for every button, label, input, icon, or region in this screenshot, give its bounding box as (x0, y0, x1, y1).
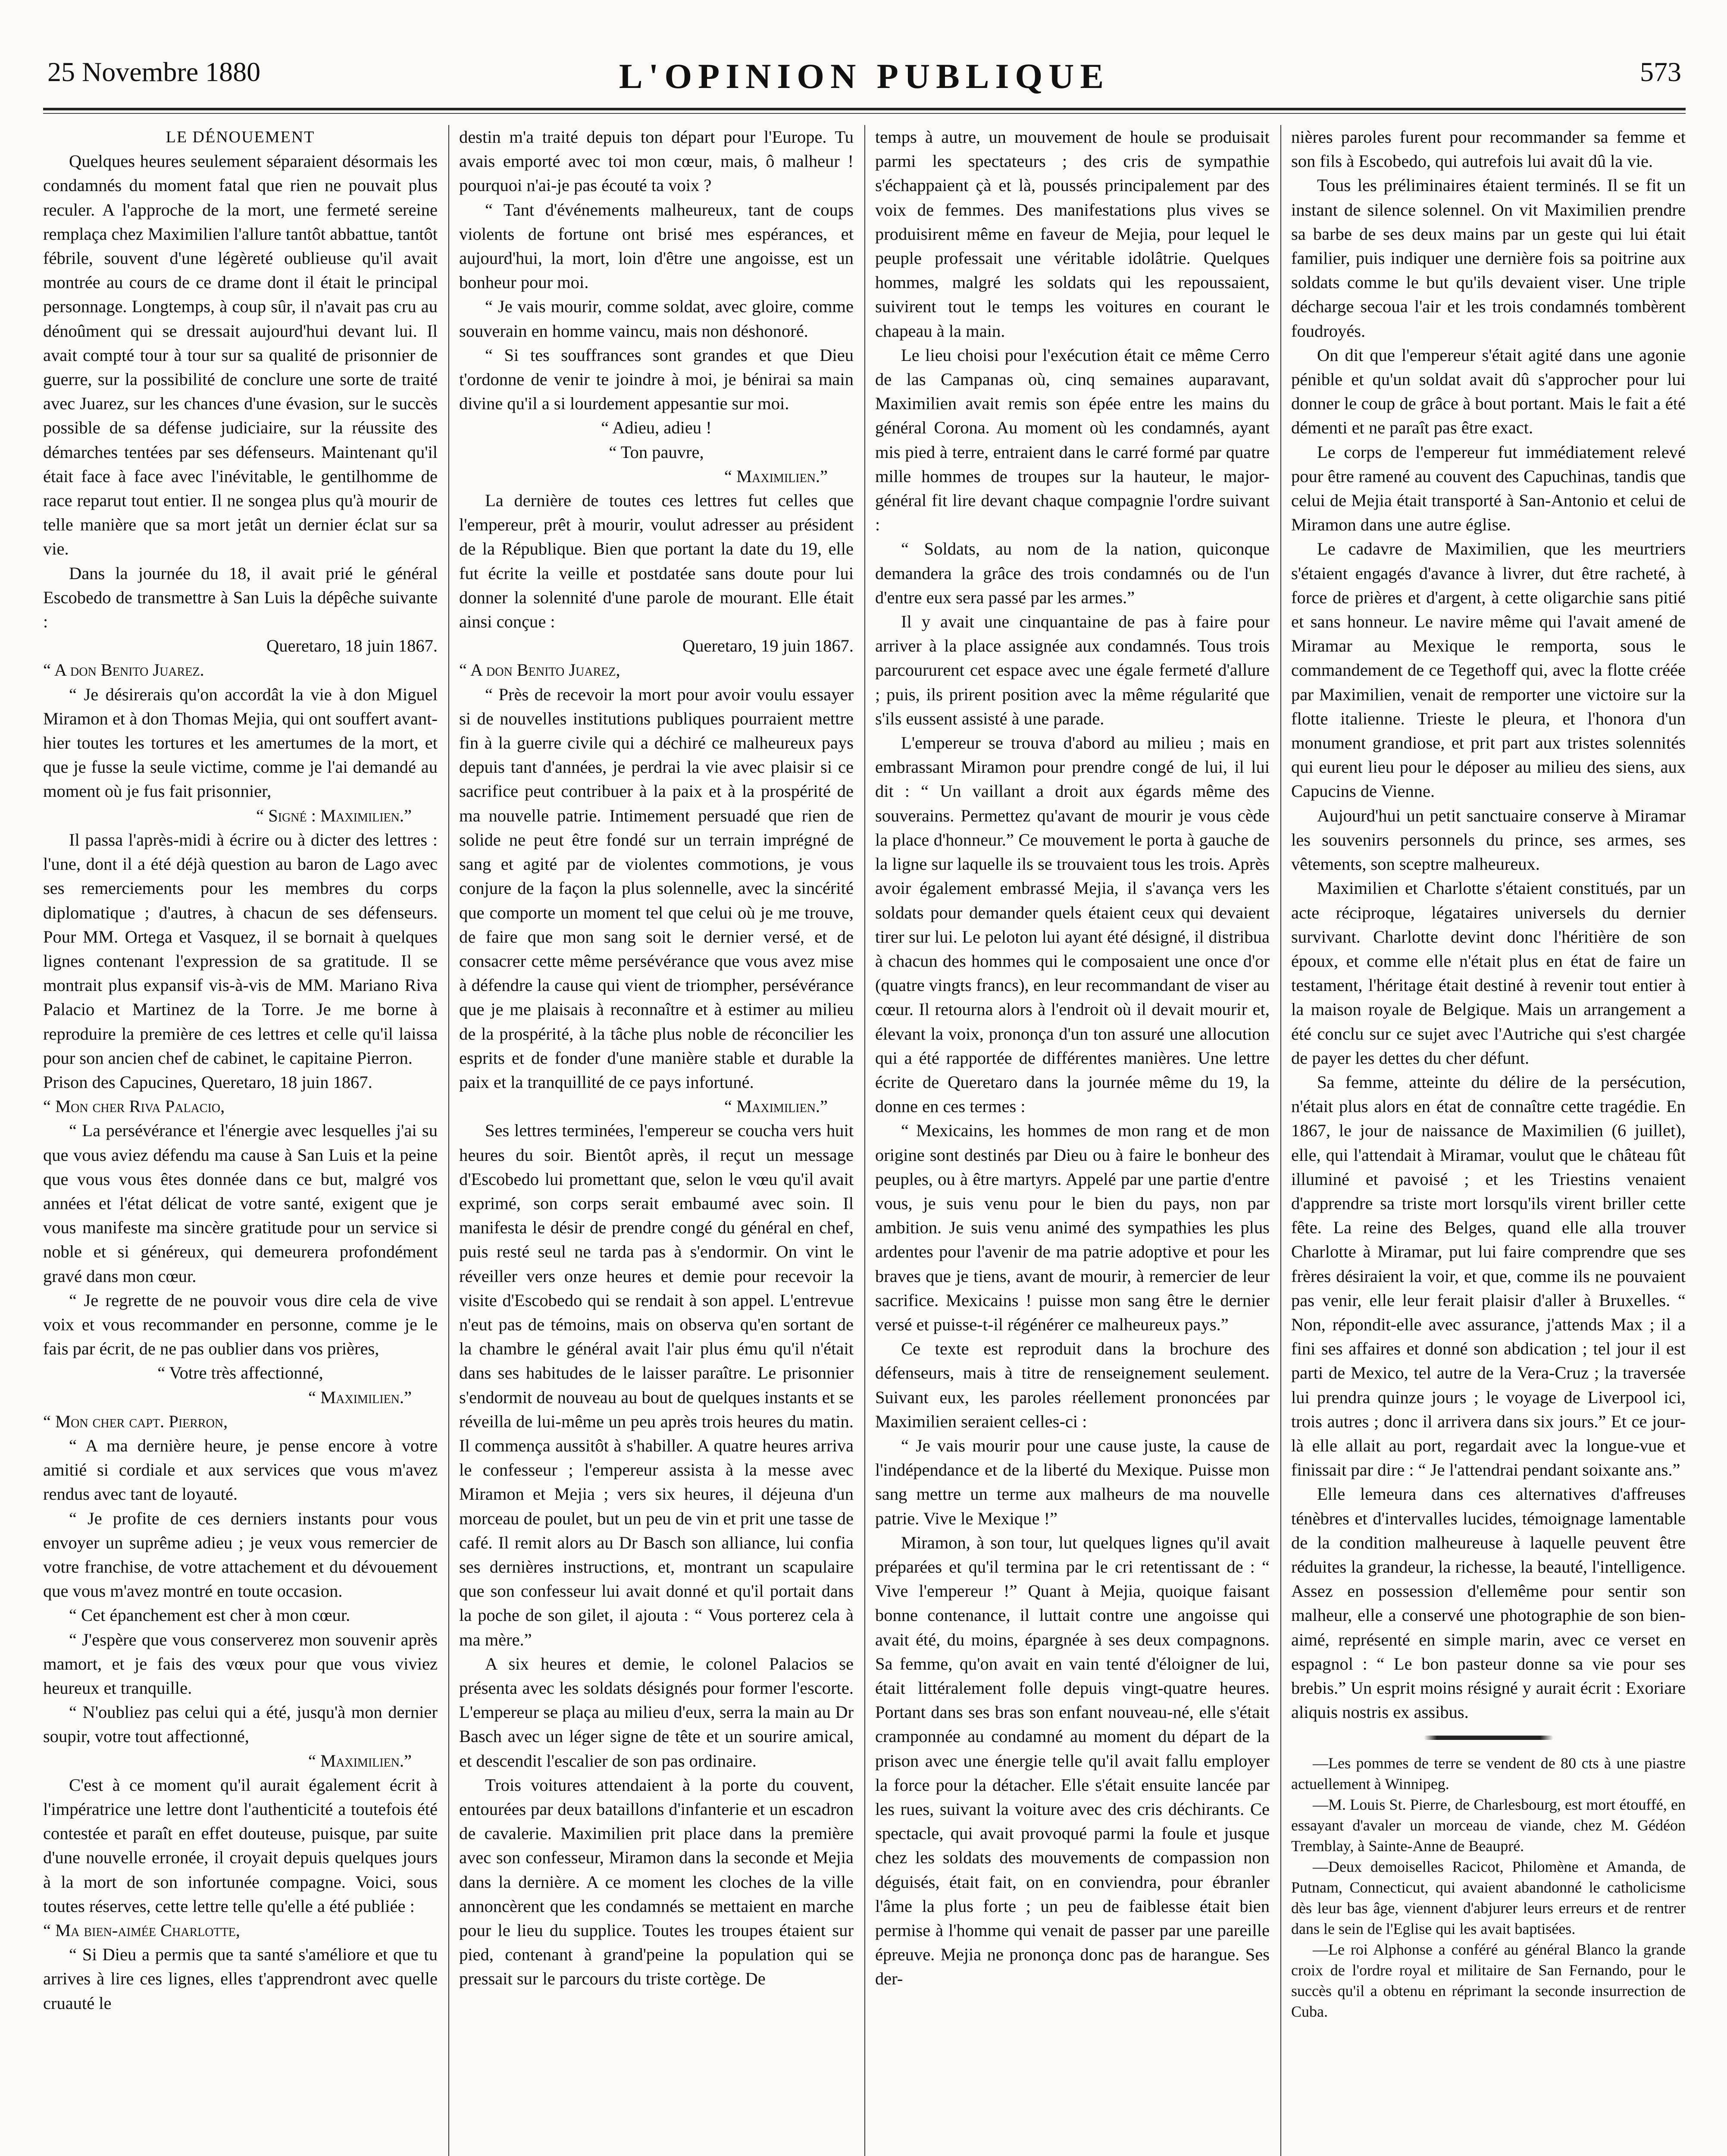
letter-signature: “ Maximilien.” (308, 1751, 412, 1771)
paragraph: Il y avait une cinquantaine de pas à faire pour arriver à la place assignée aux condamnés. Tous trois parcoururent cet espace avec une égale fermeté d'allure ; puis, ils prirent position avec la même régularité que s'ils eussent assisté à une parade. (875, 612, 1270, 728)
paragraph: “ Tant d'événements malheureux, tant de coups violents de fortune ont brisé mes espérances, et aujourd'hui, la mort, loin d'être une angoisse, est un bonheur pour moi. (459, 200, 854, 292)
header-rule-thin (43, 113, 1686, 114)
column-divider (864, 125, 865, 2156)
newspaper-title: L'OPINION PUBLIQUE (619, 56, 1110, 96)
paragraph: “ La persévérance et l'énergie avec lesquelles j'ai su que vous aviez défendu ma cause à San Luis et la peine que vous vous êtes donnée dans ce but, malgré vos années et l'état délicat de votre santé, exigent que je vous manifeste ma sincère gratitude pour un service si noble et si généreux, qui demeurera profondément gravé dans mon cœur. (43, 1121, 438, 1286)
letter-signature: “ Maximilien.” (308, 1387, 412, 1407)
article-columns (43, 125, 1686, 2156)
paragraph: A six heures et demie, le colonel Palacios se présenta avec les soldats désignés pour former l'escorte. L'empereur se plaça au milieu d'eux, serra la main au Dr Basch avec un léger signe de tête et un sourire amical, et descendit l'escalier de son pas ordinaire. (459, 1654, 854, 1771)
paragraph: Ses lettres terminées, l'empereur se coucha vers huit heures du soir. Bientôt après, il reçut un message d'Escobedo lui promettant que, selon le vœu qu'il avait exprimé, son corps serait embaumé avec soin. Il manifesta le désir de prendre congé du général en chef, puis resté seul ne tarda pas à s'endormir. On vint le réveiller vers onze heures et demie pour recevoir la visite d'Escobedo qui se rendait à son appel. L'entrevue n'eut pas de témoins, mais on observa qu'en sortant de la chambre le général avait l'air plus ému qu'il n'était dans ses habitudes de le laisser paraître. Le prisonnier s'endormit de nouveau au bout de quelques instants et se réveilla de lui-même un peu après trois heures du matin. Il commença aussitôt à s'habiller. A quatre heures arriva le confesseur ; l'empereur assista à la messe avec Miramon et Mejia ; vers six heures, il déjeuna d'un morceau de poulet, but un peu de vin et prit une tasse de café. Il remit alors au Dr Basch son alliance, lui confia ses dernières instructions, et, montrant un scapulaire que son confesseur lui avait donné et qu'il portait dans la poche de son gilet, il ajouta : “ Vous porterez cela à ma mère.” (459, 1121, 854, 1649)
paragraph: “ Je désirerais qu'on accordât la vie à don Miguel Miramon et à don Thomas Mejia, qui ont souffert avant-hier toutes les tortures et les amertumes de la mort, et que je fusse la seule victime, comme je l'ai demandé au moment où je fus fait prisonnier, (43, 684, 438, 801)
paragraph: “ Près de recevoir la mort pour avoir voulu essayer si de nouvelles institutions publiques pourraient mettre fin à la guerre civile qui a déchiré ce malheureux pays depuis tant d'années, je perdrai la vie avec plaisir si ce sacrifice peut contribuer à la paix et à la prospérité de ma nouvelle patrie. Intimement persuadé que rien de solide ne peut être fondé sur un terrain imprégné de sang et agité par de violentes commotions, je vous conjure de la façon la plus solennelle, avec la sincérité que comporte un moment tel que celui où je me trouve, de faire que mon sang soit le dernier versé, et de consacrer cette même persévérance que vous avez mise à défendre la cause qui vient de triompher, persévérance que je me plaisais à reconnaître et à estimer au milieu de la prospérité, à la tâche plus noble de réconcilier les esprits et de fonder d'une manière stable et durable la paix et la tranquillité de ce pays infortuné. (459, 684, 854, 1092)
paragraph: destin m'a traité depuis ton départ pour l'Europe. Tu avais emporté avec toi mon cœur, mais, ô malheur ! pourquoi n'ai-je pas écouté ta voix ? (459, 127, 854, 195)
news-brief: —Deux demoiselles Racicot, Philomène et Amanda, de Putnam, Connecticut, qui avaient abandonné le catholicisme dès leur bas âge, viennent d'abjurer leurs erreurs et de rentrer dans le sein de l'Eglise qui les avait baptisées. (1291, 1858, 1686, 1938)
column-4 (1291, 125, 1686, 2156)
letter-closing: “ Ton pauvre, (609, 442, 704, 462)
paragraph: Ce texte est reproduit dans la brochure des défenseurs, mais à titre de renseignement seulement. Suivant eux, les paroles réellement prononcées par Maximilien seraient celles-ci : (875, 1339, 1270, 1431)
paragraph: “ Si Dieu a permis que ta santé s'améliore et que tu arrives à lire ces lignes, elles t'apprendront avec quelle cruauté le (43, 1945, 438, 2013)
letter-signature: “ Maximilien.” (724, 1097, 828, 1116)
paragraph: “ Je profite de ces derniers instants pour vous envoyer un suprême adieu ; je veux vous remercier de votre franchise, de votre attachement et du dévouement que vous m'avez montré en toute occasion. (43, 1508, 438, 1601)
column-divider (1280, 125, 1281, 2156)
paragraph: Le corps de l'empereur fut immédiatement relevé pour être ramené au couvent des Capuchinas, tandis que celui de Mejia était transporté à San-Antonio et celui de Miramon dans une autre église. (1291, 442, 1686, 535)
paragraph: L'empereur se trouva d'abord au milieu ; mais en embrassant Miramon pour prendre congé de lui, il lui dit : “ Un vaillant a droit aux égards même des souverains. Permettez qu'avant de mourir je vous cède la place d'honneur.” Ce mouvement le porta à gauche de la ligne sur laquelle ils se trouvaient tous les trois. Après avoir également embrassé Mejia, il s'avança vers les soldats pour demander quels étaient ceux qui devaient tirer sur lui. Le peloton lui ayant été désigné, il distribua à chacun des hommes qui le composaient une once d'or (quatre vingts francs), en leur recommandant de viser au cœur. Il retourna alors à l'endroit où il devait mourir et, élevant la voix, prononça d'un ton assuré une allocution qui a été rapportée de différentes manières. Une lettre écrite de Queretaro dans la journée même du 19, la donne en ces termes : (875, 733, 1270, 1116)
dateline: Queretaro, 19 juin 1867. (682, 636, 854, 656)
letter-signature: “ Maximilien.” (724, 466, 828, 486)
paragraph: Prison des Capucines, Queretaro, 18 juin 1867. (43, 1072, 372, 1092)
paragraph: “ N'oubliez pas celui qui a été, jusqu'à mon dernier soupir, votre tout affectionné, (43, 1702, 438, 1746)
letter-signature: “ Signé : Maximilien.” (256, 805, 412, 825)
paragraph: Le cadavre de Maximilien, que les meurtriers s'étaient engagés d'avance à livrer, dut être racheté, à force de prières et d'argent, à cette oligarchie sans pitié et sans honneur. Le navire même qui l'avait amené de Miramar au Mexique le remporta, sous le commandement de ce Tegethoff qui, avec la flotte créée par Maximilien, venait de remporter une victoire sur la flotte italienne. Trieste le pleura, et l'honora d'un monument grandiose, et prit part aux tristes solennités qui eurent lieu pour le déposer au milieu des siens, aux Capucins de Vienne. (1291, 539, 1686, 801)
paragraph: On dit que l'empereur s'était agité dans une agonie pénible et qu'un soldat avait dû s'approcher pour lui donner le coup de grâce à bout portant. Mais le fait a été démenti et ne paraît pas être exact. (1291, 345, 1686, 438)
column-divider (448, 125, 449, 2156)
news-brief: —Le roi Alphonse a conféré au général Blanco la grande croix de l'ordre royal et militaire de San Fernando, pour le succès qu'il a obtenu en réprimant la seconde insurrection de Cuba. (1291, 1941, 1686, 2021)
paragraph: Quelques heures seulement séparaient désormais les condamnés du moment fatal que rien ne pouvait plus reculer. A l'approche de la mort, une fermeté sereine remplaça chez Maximilien l'allure tantôt abbattue, tantôt fébrile, souvent d'une légèreté oublieuse qu'il avait montrée au cours de ce drame dont il était le principal personnage. Longtemps, à coup sûr, il n'avait pas cru au dénoûment qui se dressait aujourd'hui devant lui. Il avait compté tour à tour sur sa qualité de prisonnier de guerre, sur la possibilité de conclure une sorte de traité avec Juarez, sur les chances d'une évasion, sur le succès possible de sa défense judiciaire, sur la réussite des démarches tentées par ses défenseurs. Maintenant qu'il était face à face avec l'inévitable, le gentilhomme de race reparut tout entier. Il ne songea plus qu'à mourir de telle manière que sa mort jetât un dernier éclat sur sa vie. (43, 151, 438, 559)
paragraph: “ Mexicains, les hommes de mon rang et de mon origine sont destinés par Dieu ou à faire le bonheur des peuples, ou à être martyrs. Appelé par une partie d'entre vous, je suis venu pour le bien du pays, non par ambition. Je suis venu animé des sympathies les plus ardentes pour l'avenir de ma patrie adoptive et pour les braves que je tiens, avant de mourir, à remercier de leur sacrifice. Mexicains ! puisse mon sang être le dernier versé et puisse-t-il régénérer ce malheureux pays.” (875, 1121, 1270, 1334)
paragraph: Maximilien et Charlotte s'étaient constitués, par un acte réciproque, légataires universels du dernier survivant. Charlotte devint donc l'héritière de son époux, et comme elle n'était plus en état de faire un testament, l'héritage était destiné à revenir tout entier à la maison royale de Belgique. Mais un arrangement a été conclu sur ce sujet avec l'Autriche qui s'est chargée de payer les dettes du cher défunt. (1291, 878, 1686, 1068)
letter-closing: “ Votre très affectionné, (157, 1363, 323, 1383)
paragraph: Le lieu choisi pour l'exécution était ce même Cerro de las Campanas où, cinq semaines auparavant, Maximilien avait remis son épée entre les mains du général Corona. Au moment où les condamnés, ayant mis pied à terre, entraient dans le carré formé par quatre mille hommes de troupes sur la hauteur, le major-général fit lire devant chaque compagnie l'ordre suivant : (875, 345, 1270, 535)
news-brief: —Les pommes de terre se vendent de 80 cts à une piastre actuellement à Winnipeg. (1291, 1755, 1686, 1793)
paragraph: “ Je vais mourir, comme soldat, avec gloire, comme souverain en homme vaincu, mais non déshonoré. (459, 297, 854, 341)
letter-salutation: “ Mon cher capt. Pierron, (43, 1411, 228, 1431)
page-number: 573 (1640, 56, 1681, 87)
paragraph: Trois voitures attendaient à la porte du couvent, entourées par deux bataillons d'infanterie et un escadron de cavalerie. Maximilien prit place dans la première avec son confesseur, Miramon dans la seconde et Mejia dans la dernière. A ce moment les cloches de la ville annoncèrent que les condamnés se mettaient en marche pour le lieu du supplice. Toutes les troupes étaient sur pied, contenant à grand'peine la population qui se pressait sur le parcours du triste cortège. De (459, 1775, 854, 1989)
letter-salutation: “ Ma bien-aimée Charlotte, (43, 1921, 240, 1940)
header-rule (43, 108, 1686, 110)
paragraph: “ J'espère que vous conserverez mon souvenir après mamort, et je fais des vœux pour que vous viviez heureux et tranquille. (43, 1630, 438, 1698)
paragraph: nières paroles furent pour recommander sa femme et son fils à Escobedo, qui autrefois lui avait dû la vie. (1291, 127, 1686, 171)
news-brief: —M. Louis St. Pierre, de Charlesbourg, est mort étouffé, en essayant d'avaler un morceau de viande, chez M. Gédéon Tremblay, à Sainte-Anne de Beaupré. (1291, 1796, 1686, 1855)
column-1 (43, 125, 438, 2156)
section-heading: LE DÉNOUEMENT (166, 128, 315, 146)
letter-salutation: “ Mon cher Riva Palacio, (43, 1097, 225, 1116)
dateline: Queretaro, 18 juin 1867. (266, 636, 438, 656)
paragraph: Elle lemeura dans ces alternatives d'affreuses ténèbres et d'intervalles lucides, témoignage lamentable de la condition malheureuse à laquelle peuvent être réduites la grandeur, la richesse, la beauté, l'intelligence. Assez en possession d'ellemême pour sentir son malheur, elle a conservé une photographie de son bien-aimé, représenté en simple marin, avec ce verset en espagnol : “ Le bon pasteur donne sa vie pour ses brebis.” Un esprit moins résigné y aurait écrit : Exoriare aliquis nostris ex assibus. (1291, 1484, 1686, 1722)
letter-closing: “ Adieu, adieu ! (601, 418, 712, 438)
paragraph: Tous les préliminaires étaient terminés. Il se fit un instant de silence solennel. On vit Maximilien prendre sa barbe de ses deux mains par un geste qui lui était familier, puis indiquer une dernière fois sa poitrine aux soldats comme le but qu'ils devaient viser. Une triple décharge secoua l'air et les trois condamnés tombèrent foudroyés. (1291, 175, 1686, 341)
paragraph: temps à autre, un mouvement de houle se produisait parmi les spectateurs ; des cris de sympathie s'échappaient çà et là, poussés principalement par des voix de femmes. Des manifestations plus vives se produisirent même en faveur de Mejia, pour lequel le peuple professait une véritable idolâtrie. Quelques hommes, malgré les soldats qui les repoussaient, suivirent tout le temps les voitures en courant le chapeau à la main. (875, 127, 1270, 341)
column-3 (875, 125, 1270, 2156)
paragraph: Dans la journée du 18, il avait prié le général Escobedo de transmettre à San Luis la dépêche suivante : (43, 563, 438, 632)
paragraph: “ Je regrette de ne pouvoir vous dire cela de vive voix et vous recommander en personne, comme je le fais par écrit, de ne pas oublier dans vos prières, (43, 1290, 438, 1359)
paragraph: Aujourd'hui un petit sanctuaire conserve à Miramar les souvenirs personnels du prince, ses armes, ses vêtements, son sceptre malheureux. (1291, 805, 1686, 874)
masthead (43, 34, 1686, 99)
letter-salutation: “ A don Benito Juarez, (459, 660, 620, 680)
paragraph: Miramon, à son tour, lut quelques lignes qu'il avait préparées et qu'il termina par le cri retentissant de : “ Vive l'empereur !” Quant à Mejia, quoique faisant bonne contenance, il luttait contre une angoisse qui avait été, du moins, épargnée à ses deux compagnons. Sa femme, qu'on avait en vain tenté d'éloigner de lui, était littéralement folle depuis vingt-quatre heures. Portant dans ses bras son enfant nouveau-né, elle s'était cramponnée au condamné au moment du départ de la prison avec une énergie telle qu'il avait fallu employer la force pour la détacher. Elle s'était ensuite lancée par les rues, suivant la voiture avec des cris déchirants. Ce spectacle, qui avait provoqué parmi la foule et jusque chez les soldats des mouvements de compassion non déguisés, était fait, on en conviendra, pour ébranler l'âme la plus forte ; un peu de faiblesse était bien permise à l'homme qui venait de passer par une pareille épreuve. Mejia ne prononça donc pas de harangue. Ses der- (875, 1532, 1270, 1989)
paragraph: Il passa l'après-midi à écrire ou à dicter des lettres : l'une, dont il a été déjà question au baron de Lago avec ses remerciements pour les membres du corps diplomatique ; d'autres, à chacun de ses défenseurs. Pour MM. Ortega et Vasquez, il se bornait à quelques lignes contenant l'expression de sa gratitude. Il se montrait plus expansif vis-à-vis de MM. Mariano Riva Palacio et Martinez de la Torre. Je me borne à reproduire la première de ces lettres et celle qu'il laissa pour son ancien chef de cabinet, le capitaine Pierron. (43, 830, 438, 1068)
paragraph: La dernière de toutes ces lettres fut celles que l'empereur, prêt à mourir, voulut adresser au président de la République. Bien que portant la date du 19, elle fut écrite la veille et postdatée sans doute pour lui donner la solennité d'une parole de mourant. Elle était ainsi conçue : (459, 491, 854, 632)
paragraph: “ Si tes souffrances sont grandes et que Dieu t'ordonne de venir te joindre à moi, je bénirai sa main divine qu'il a si lourdement appesantie sur moi. (459, 345, 854, 414)
paragraph: “ A ma dernière heure, je pense encore à votre amitié si cordiale et aux services que vous m'avez rendus avec tant de loyauté. (43, 1435, 438, 1504)
paragraph: “ Soldats, au nom de la nation, quiconque demandera la grâce des trois condamnés ou de l'un d'entre eux sera passé par les armes.” (875, 539, 1270, 607)
paragraph: C'est à ce moment qu'il aurait également écrit à l'impératrice une lettre dont l'authenticité a toutefois été contestée et paraît en effet douteuse, puisque, par suite d'une nouvelle erronée, il croyait depuis quelques jours à la mort de son infortunée compagne. Voici, sous toutes réserves, cette lettre telle qu'elle a été publiée : (43, 1775, 438, 1916)
column-2 (459, 125, 854, 2156)
paragraph: “ Je vais mourir pour une cause juste, la cause de l'indépendance et de la liberté du Mexique. Puisse mon sang mettre un terme aux malheurs de ma nouvelle patrie. Vive le Mexique !” (875, 1435, 1270, 1528)
section-divider (1424, 1736, 1553, 1740)
paragraph: “ Cet épanchement est cher à mon cœur. (69, 1605, 350, 1625)
issue-date: 25 Novembre 1880 (47, 56, 261, 87)
letter-salutation: “ A don Benito Juarez. (43, 660, 204, 680)
paragraph: Sa femme, atteinte du délire de la persécution, n'était plus alors en état de connaître cette tragédie. En 1867, le jour de naissance de Maximilien (6 juillet), elle, qui l'attendait à Miramar, voulut que le château fût illuminé et pavoisé ; et les Triestins venaient d'apprendre sa triste mort lorsqu'ils virent briller cette fête. La reine des Belges, quand elle alla trouver Charlotte à Miramar, put lui faire comprendre que ses frères désiraient la voir, et que, comme ils ne pouvaient pas venir, elle leur ferait plaisir d'aller à Bruxelles. “ Non, répondit-elle avec assurance, j'attends Max ; il a fini ses affaires et donné son abdication ; tel jour il est parti de Mexico, tel autre de la Vera-Cruz ; la traversée lui prendra quinze jours ; le voyage de Liverpool ici, trois autres ; donc il arrivera dans six jours.” Et ce jour-là elle allait au port, regardait avec la longue-vue et finissait par dire : “ Je l'attendrai pendant soixante ans.” (1291, 1072, 1686, 1480)
